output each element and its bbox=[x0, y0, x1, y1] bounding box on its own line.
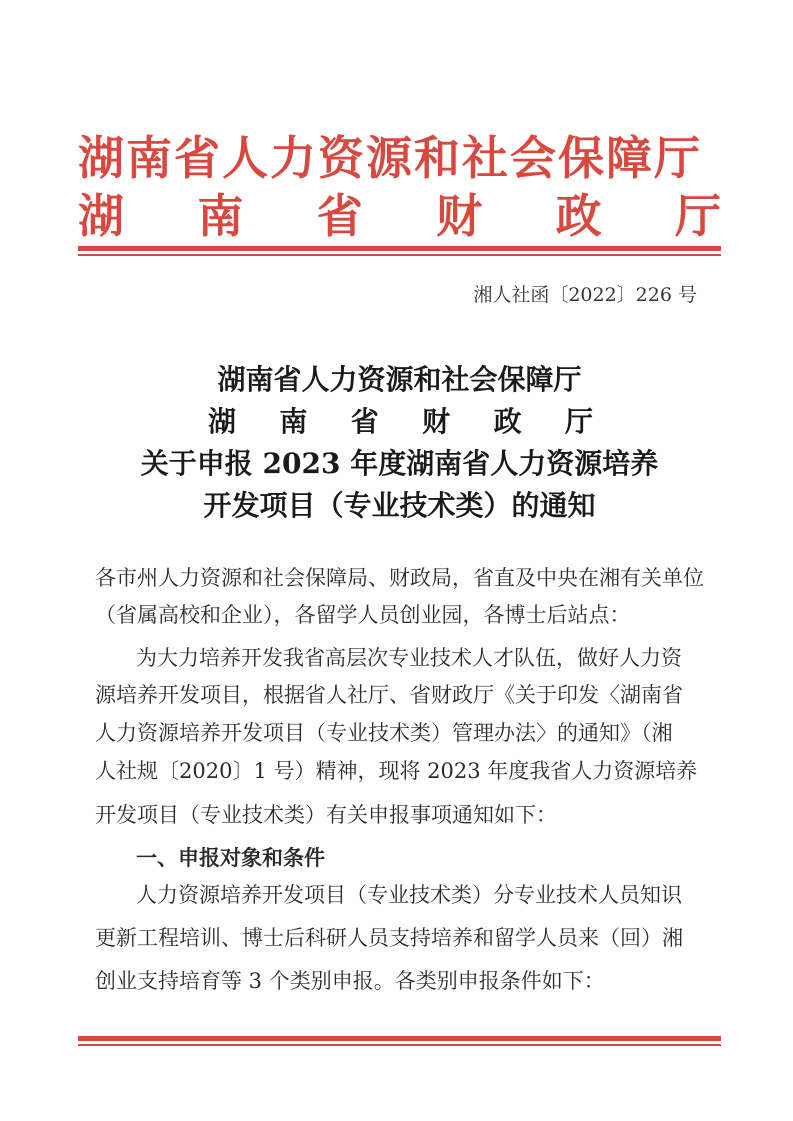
para2-line3: 创业支持培育等 3 个类别申报。各类别申报条件如下： bbox=[95, 969, 605, 993]
title-line3: 关于申报 2023 年度湖南省人力资源培养 bbox=[140, 447, 659, 480]
letterhead-char: 南 bbox=[197, 189, 244, 243]
para1-line3: 人力资源培养开发项目（专业技术类）管理办法〉的通知》（湘 bbox=[95, 721, 673, 745]
title-char: 省 bbox=[350, 405, 379, 438]
title-line4: 开发项目（专业技术类）的通知 bbox=[203, 489, 596, 522]
title-char: 湖 bbox=[208, 405, 237, 438]
letterhead-char: 湖 bbox=[78, 189, 124, 243]
footer-divider-thin bbox=[78, 1044, 721, 1046]
para1-line5: 开发项目（专业技术类）有关申报事项通知如下： bbox=[95, 803, 557, 827]
letterhead-char: 厅 bbox=[674, 189, 721, 243]
para2-line2: 更新工程培训、博士后科研人员支持培养和留学人员来（回）湘 bbox=[95, 926, 683, 950]
document-number: 湘人社函〔2022〕226 号 bbox=[473, 284, 697, 306]
title-char: 南 bbox=[279, 405, 308, 438]
title-char: 财 bbox=[422, 405, 451, 438]
letterhead-char: 财 bbox=[436, 189, 483, 243]
title-line2 bbox=[208, 402, 593, 442]
letterhead-divider-thin bbox=[78, 254, 721, 256]
title-char: 厅 bbox=[564, 405, 593, 438]
addressee-line1: 各市州人力资源和社会保障局、财政局，省直及中央在湘有关单位 bbox=[95, 566, 704, 590]
letterhead-char: 省 bbox=[316, 189, 363, 243]
letterhead-line2 bbox=[78, 186, 721, 246]
letterhead-line1: 湖南省人力资源和社会保障厅 bbox=[78, 131, 702, 185]
title-char: 政 bbox=[493, 405, 522, 438]
para1-line1: 为大力培养开发我省高层次专业技术人才队伍，做好人力资 bbox=[136, 646, 682, 670]
section-heading-1: 一、申报对象和条件 bbox=[136, 846, 325, 870]
letterhead-divider-thick bbox=[78, 246, 721, 251]
letterhead-char: 政 bbox=[555, 189, 602, 243]
para1-line4: 人社规〔2020〕1 号）精神，现将 2023 年度我省人力资源培养 bbox=[95, 759, 698, 783]
para1-line2: 源培养开发项目，根据省人社厅、省财政厅《关于印发〈湖南省 bbox=[95, 683, 683, 707]
para2-line1: 人力资源培养开发项目（专业技术类）分专业技术人员知识 bbox=[136, 883, 682, 907]
footer-divider-thick bbox=[78, 1036, 721, 1041]
title-line1: 湖南省人力资源和社会保障厅 bbox=[217, 363, 582, 396]
addressee-line2: （省属高校和企业），各留学人员创业园，各博士后站点： bbox=[95, 603, 631, 627]
